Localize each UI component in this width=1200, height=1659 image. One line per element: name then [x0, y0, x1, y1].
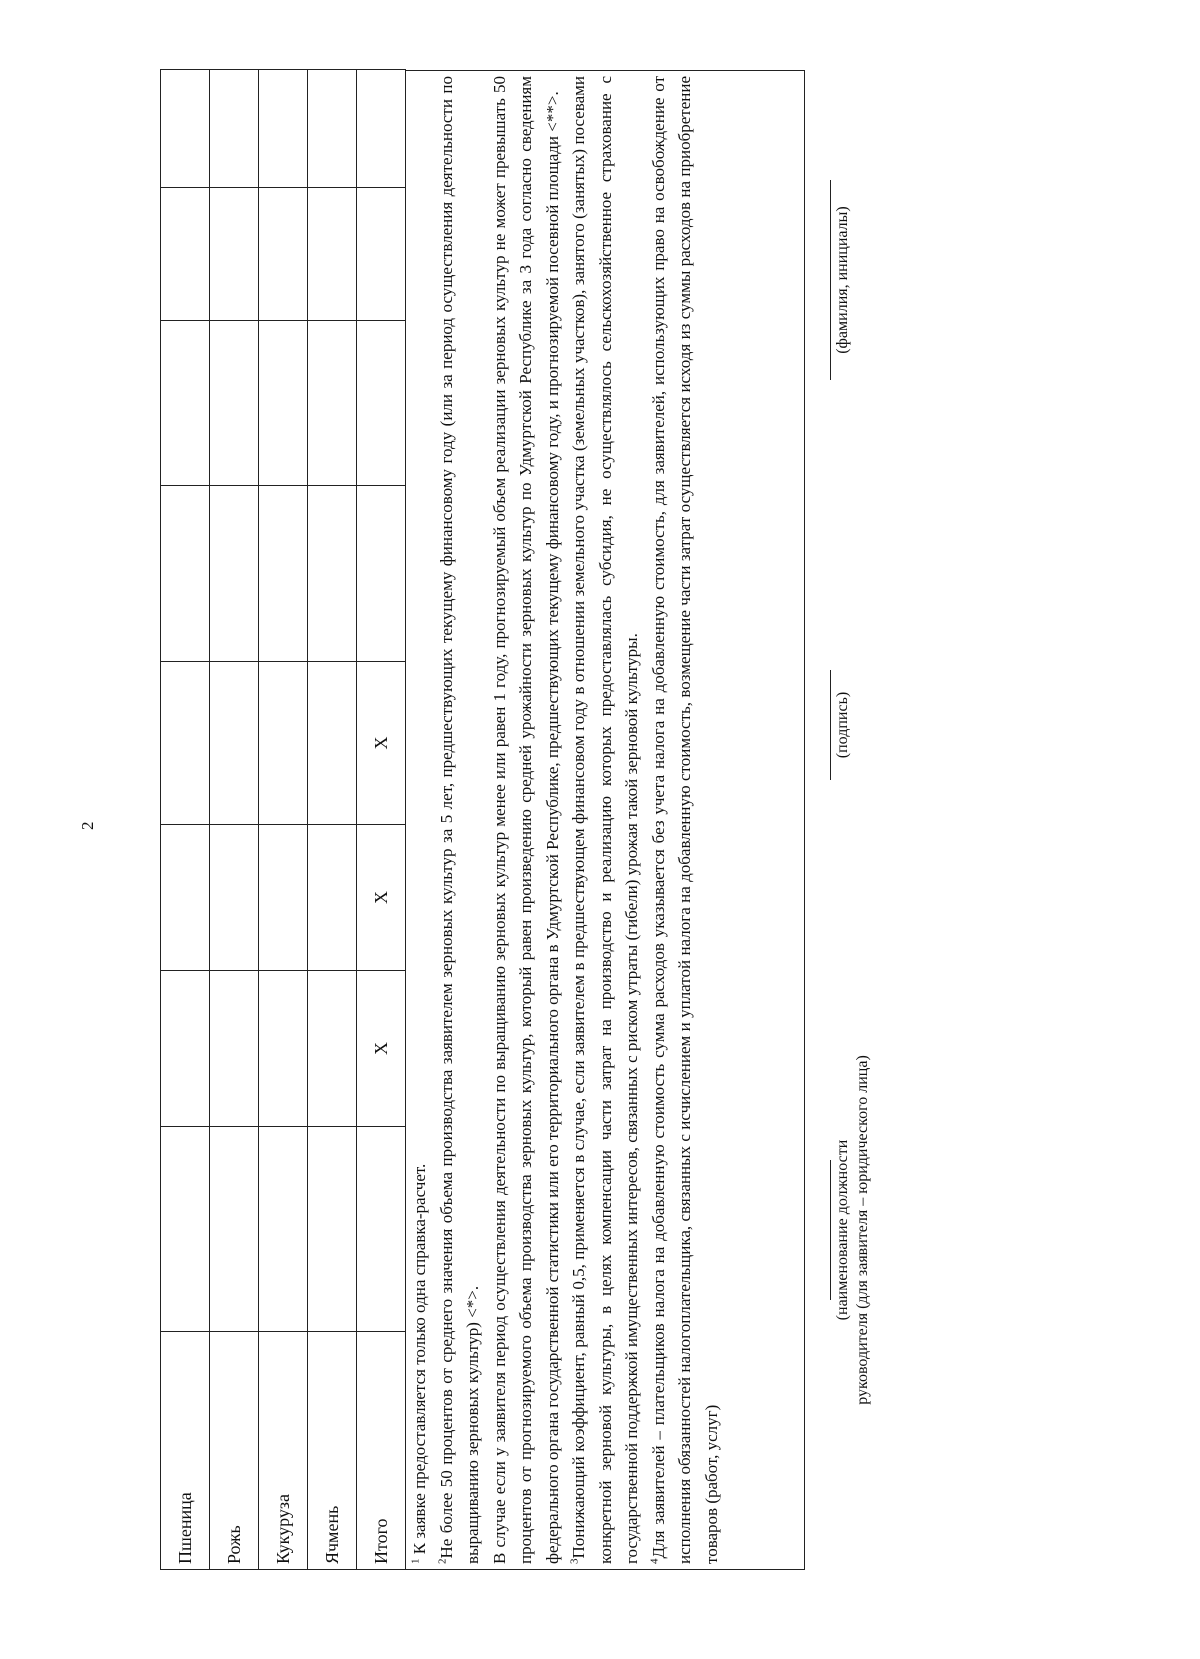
- footnote-1: $^1$ К заявке предоставляется только одна справка-расчет.: [409, 1163, 429, 1564]
- signature-name: [830, 180, 853, 380]
- table-cell: [259, 188, 308, 321]
- table-cell: [259, 70, 308, 188]
- table-cell: [357, 486, 406, 662]
- table-cell: [259, 1127, 308, 1332]
- table-cell: [210, 70, 259, 188]
- name-caption: (фамилия, инициалы): [834, 206, 851, 354]
- table-cell: [308, 825, 357, 971]
- table-cell: [308, 486, 357, 662]
- table-cell: Х: [357, 971, 406, 1127]
- table-cell: [210, 1127, 259, 1332]
- table-cell: [161, 321, 210, 486]
- row-label: Рожь: [210, 1332, 259, 1570]
- footnotes: [405, 70, 805, 1570]
- table-cell: [357, 188, 406, 321]
- row-label: Итого: [357, 1332, 406, 1570]
- table-cell: [161, 1127, 210, 1332]
- footnote-2-continuation: В случае если у заявителя период осуществления деятельности по выращиванию зерновых культур менее или равен 1 году, прогнозируемый объем реализации зерновых культур не может превышать 50 процентов от прогнозируемого объема производства зерновых культур, который равен произведению средней урожайности зерновых культур по Удмуртской Республике за 3 года согласно сведениям федерального органа государственной статистики или его территориального органа в Удмуртской Республике, предшествующих текущему финансовому году, и прогнозируемой посевной площади <**>.: [489, 76, 562, 1564]
- table-cell: [161, 486, 210, 662]
- table-cell: [210, 321, 259, 486]
- table-cell: [161, 70, 210, 188]
- table-cell: [210, 662, 259, 825]
- signature-line: [830, 1160, 831, 1300]
- table-cell: [161, 188, 210, 321]
- table-cell: [259, 971, 308, 1127]
- table-cell: [161, 971, 210, 1127]
- signature-line: [830, 180, 831, 380]
- table-cell: [210, 825, 259, 971]
- table-cell: [259, 486, 308, 662]
- signature-sign: [830, 650, 853, 800]
- table-cell: [308, 971, 357, 1127]
- row-label: Ячмень: [308, 1332, 357, 1570]
- table-cell: [259, 662, 308, 825]
- signature-position: [830, 1040, 873, 1420]
- row-label: Кукуруза: [259, 1332, 308, 1570]
- table-row: [161, 70, 210, 1570]
- table-cell: [210, 971, 259, 1127]
- table-row: [259, 70, 308, 1570]
- signature-caption: (подпись): [834, 691, 851, 759]
- table-cell: [357, 321, 406, 486]
- table-cell: [308, 188, 357, 321]
- table-row: [210, 70, 259, 1570]
- page-number: 2: [78, 821, 97, 830]
- table-row: [308, 70, 357, 1570]
- table-cell: [259, 825, 308, 971]
- footnote-2: $^2$Не более 50 процентов от среднего значения объема производства заявителем зерновых культур за 5 лет, предшествующих текущему финансовому году (или за период осуществления деятельности по выращиванию зерновых культур) <*>.: [435, 76, 482, 1564]
- table-cell: [161, 662, 210, 825]
- table-cell: Х: [357, 825, 406, 971]
- table-cell: [210, 486, 259, 662]
- position-caption-2: руководителя (для заявителя – юридического лица): [854, 1055, 871, 1405]
- position-caption-1: (наименование должности: [834, 1139, 851, 1321]
- table-cell: [210, 188, 259, 321]
- table-cell: [259, 321, 308, 486]
- table-cell: [357, 70, 406, 188]
- table-cell: [357, 1127, 406, 1332]
- signature-line: [830, 670, 831, 780]
- table-cell: [308, 662, 357, 825]
- table-row: [357, 70, 406, 1570]
- table-cell: [161, 825, 210, 971]
- grain-table: [160, 69, 406, 1570]
- table-cell: [308, 1127, 357, 1332]
- table-cell: Х: [357, 662, 406, 825]
- rotated-document: [78, 70, 880, 1570]
- footnote-3: $^3$Понижающий коэффициент, равный 0,5, применяется в случае, если заявителем в предшествующем финансовом году в отношении земельного участка (земельных участков), занятого (занятых) посевами конкретной зерновой культуры, в целях компенсации части затрат на производство и реализацию которых предоставлялась субсидия, не осуществлялось сельскохозяйственное страхование с государственной поддержкой имущественных интересов, связанных с риском утраты (гибели) урожая такой зерновой культуры.: [568, 76, 641, 1564]
- table-cell: [308, 70, 357, 188]
- footnote-4: $^4$Для заявителей – плательщиков налога на добавленную стоимость сумма расходов указывается без учета налога на добавленную стоимость, для заявителей, использующих право на освобождение от исполнения обязанностей налогоплательщика, связанных с исчислением и уплатой налога на добавленную стоимость, возмещение части затрат осуществляется исходя из суммы расходов на приобретение товаров (работ, услуг): [647, 76, 721, 1564]
- row-label: Пшеница: [161, 1332, 210, 1570]
- table-cell: [308, 321, 357, 486]
